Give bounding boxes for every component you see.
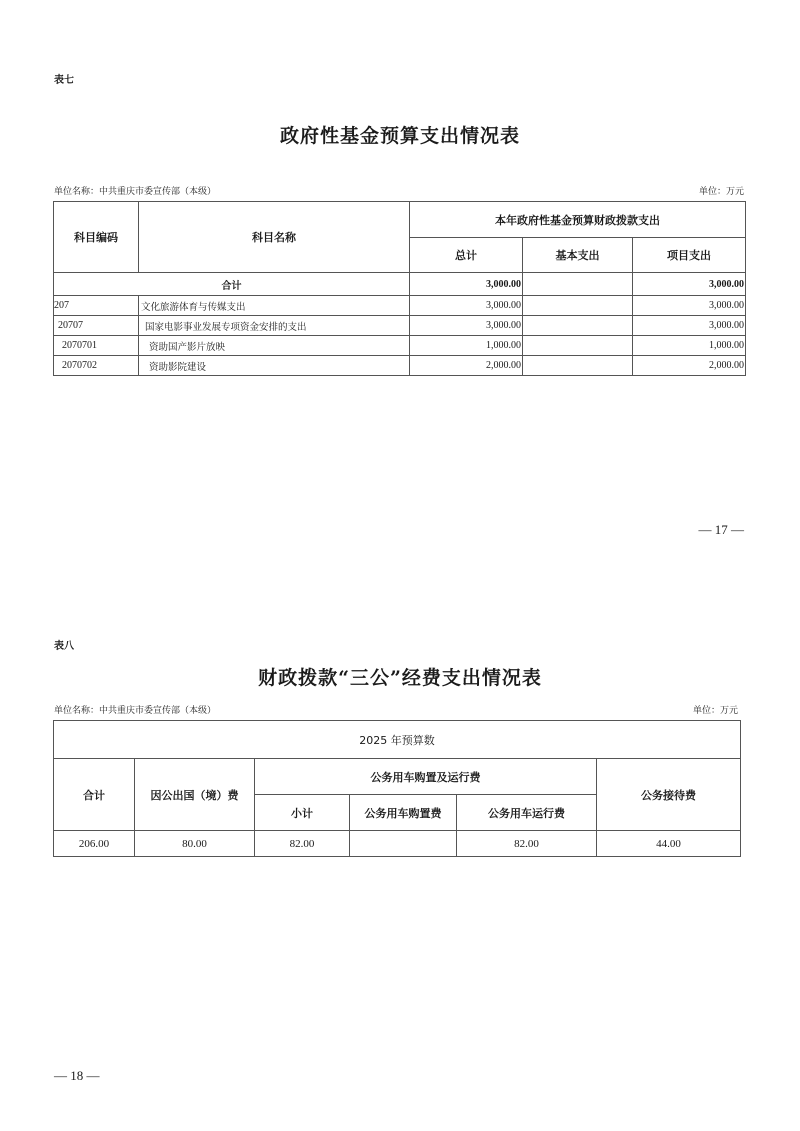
header-total: 合计 — [54, 759, 135, 831]
table-row — [54, 296, 746, 316]
row-basic — [523, 336, 633, 356]
total-label: 合计 — [54, 273, 410, 296]
row-name: 文化旅游体育与传媒支出 — [139, 296, 410, 316]
value-subtotal: 82.00 — [255, 831, 350, 857]
table-row — [54, 356, 746, 376]
unit-label: 单位：万元 — [698, 187, 744, 197]
total-total: 3,000.00 — [410, 273, 523, 296]
row-code: 207 — [54, 296, 139, 316]
unit-name: 单位名称：中共重庆市委宣传部（本级） — [54, 187, 217, 197]
page-number: — 18 — — [54, 1068, 100, 1083]
header-name: 科目名称 — [139, 202, 410, 273]
row-code: 20707 — [54, 316, 139, 336]
row-code: 2070701 — [54, 336, 139, 356]
value-reception: 44.00 — [597, 831, 741, 857]
value-operation: 82.00 — [457, 831, 597, 857]
row-total: 2,000.00 — [410, 356, 523, 376]
total-project: 3,000.00 — [633, 273, 746, 296]
table-row — [54, 336, 746, 356]
unit-label: 单位：万元 — [692, 706, 738, 716]
fund-expenditure-table — [53, 201, 746, 376]
row-project: 3,000.00 — [633, 296, 746, 316]
row-basic — [523, 296, 633, 316]
row-name: 资助影院建设 — [139, 356, 410, 376]
row-name: 资助国产影片放映 — [139, 336, 410, 356]
header-project: 项目支出 — [633, 238, 746, 273]
row-basic — [523, 316, 633, 336]
row-project: 2,000.00 — [633, 356, 746, 376]
header-total: 总计 — [410, 238, 523, 273]
header-basic: 基本支出 — [523, 238, 633, 273]
page-title: 政府性基金预算支出情况表 — [279, 125, 520, 147]
header-operation: 公务用车运行费 — [457, 795, 597, 831]
header-code: 科目编码 — [54, 202, 139, 273]
row-total: 1,000.00 — [410, 336, 523, 356]
header-abroad: 因公出国（境）费 — [135, 759, 255, 831]
page-number: — 17 — — [698, 522, 744, 537]
row-basic — [523, 356, 633, 376]
row-total: 3,000.00 — [410, 316, 523, 336]
header-year: 2025 年预算数 — [54, 721, 741, 759]
table-row — [54, 831, 741, 857]
table-label: 表八 — [54, 641, 74, 652]
header-purchase: 公务用车购置费 — [350, 795, 457, 831]
header-group: 本年政府性基金预算财政拨款支出 — [410, 202, 746, 238]
header-reception: 公务接待费 — [597, 759, 741, 831]
table-row — [54, 316, 746, 336]
table-label: 表七 — [54, 75, 74, 86]
value-purchase — [350, 831, 457, 857]
total-basic — [523, 273, 633, 296]
header-vehicle-group: 公务用车购置及运行费 — [255, 759, 597, 795]
unit-name: 单位名称：中共重庆市委宣传部（本级） — [54, 706, 217, 716]
three-public-expenses-table — [53, 720, 741, 857]
value-abroad: 80.00 — [135, 831, 255, 857]
header-subtotal: 小计 — [255, 795, 350, 831]
row-project: 3,000.00 — [633, 316, 746, 336]
row-project: 1,000.00 — [633, 336, 746, 356]
page-title: 财政拨款“三公”经费支出情况表 — [258, 667, 542, 689]
total-row — [54, 273, 746, 296]
row-total: 3,000.00 — [410, 296, 523, 316]
value-total: 206.00 — [54, 831, 135, 857]
row-code: 2070702 — [54, 356, 139, 376]
row-name: 国家电影事业发展专项资金安排的支出 — [139, 316, 410, 336]
